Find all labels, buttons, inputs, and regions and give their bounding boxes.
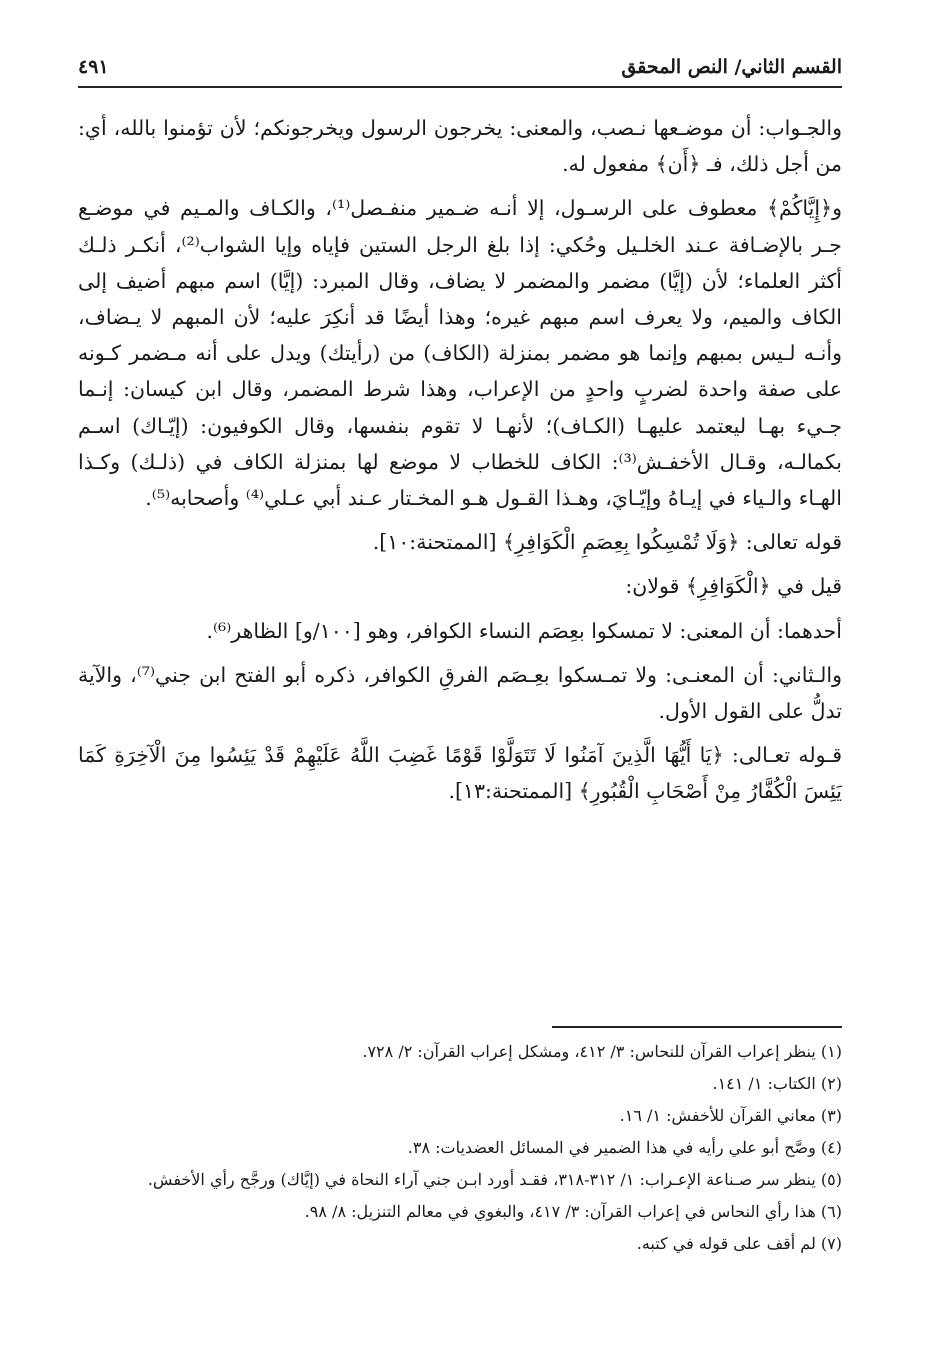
paragraph-iyyakum: و﴿إِيَّاكُمْ﴾ معطوف على الرسـول، إلا أنـه ضـمير منفـصل⁽¹⁾، والكـاف والمـيم في موضـع جـر بالإضـافة عـند الخلـيل وحُكي: إذا بلغ الرجل الستين فإياه وإيا الشواب⁽²⁾، أنكـر ذلـك أكثر العلماء؛ لأن (إيَّا) مضمر والمضمر لا يضاف، وقال المبرد: (إيَّا) اسم مبهم أضيف إلى الكاف والميم، ولا يعرف اسم مبهم غيره؛ وهذا أيضًا قد أنكِرَ عليه؛ لأن المبهم لا يـضاف، وأنـه لـيس بمبهم وإنما هو مضمر بمنزلة (الكاف) من (رأيتك) ويدل على أنه مـضمر كـونه على صفة واحدة لضربٍ واحدٍ من الإعراب، وهذا شرط المضمر، وقال ابن كيسان: إنـما جـيء بهـا ليعتمد عليهـا (الكـاف)؛ لأنهـا لا تقوم بنفسها، وقال الكوفيون: (إيّـاك) اسـم بكمالـه، وقـال الأخفـش⁽³⁾: الكاف للخطاب لا موضع لها بمنزلة الكاف في (ذلـك) وكـذا الهـاء والـياء في إيـاهُ وإيّـايَ، وهـذا القـول هـو المخـتار عـند أبي عـلي⁽⁴⁾ وأصحابه⁽⁵⁾. — [78, 196, 842, 511]
book-page — [78, 48, 842, 1338]
page-header — [78, 48, 842, 88]
footnote-5: (٥) ينظر سر صـناعة الإعـراب: ١/ ٣١٢-٣١٨، فقـد أورد ابـن جني آراء النحاة في (إيَّاك) ورجَّح رأي الأخفش. — [147, 1170, 842, 1189]
footnote-2: (٢) الكتاب: ١/ ١٤١. — [712, 1074, 842, 1093]
paragraph-first-opinion: أحدهما: أن المعنى: لا تمسكوا بعِصَم النساء الكوافر، وهو [١٠٠/و] الظاهر⁽⁶⁾. — [206, 618, 842, 643]
paragraph-answer: والجـواب: أن موضـعها نـصب، والمعنى: يخرجون الرسول ويخرجونكم؛ لأن تؤمنوا بالله، أي: من أجل ذلك، فـ ﴿أَن﴾ مفعول له. — [78, 116, 842, 177]
footnote-6: (٦) هذا رأي النحاس في إعراب القرآن: ٣/ ٤١٧، والبغوي في معالم التنزيل: ٨/ ٩٨. — [304, 1202, 842, 1221]
footnote-4: (٤) وصَّح أبو علي رأيه في هذا الضمير في المسائل العضديات: ٣٨. — [407, 1138, 842, 1157]
paragraph-verse-13: قـوله تعـالى: ﴿يَا أَيُّهَا الَّذِينَ آمَنُوا لَا تَتَوَلَّوْا قَوْمًا غَضِبَ اللَّهُ عَلَيْهِمْ قَدْ يَئِسُوا مِنَ الْآخِرَةِ كَمَا يَئِسَ الْكُفَّارُ مِنْ أَصْحَابِ الْقُبُورِ﴾ [الممتحنة:١٣]. — [78, 743, 842, 804]
footnote-1: (١) ينظر إعراب القرآن للنحاس: ٣/ ٤١٢، ومشكل إعراب القرآن: ٢/ ٧٢٨. — [362, 1042, 842, 1061]
footnote-7: (٧) لم أقف على قوله في كتبه. — [636, 1234, 842, 1253]
footnote-3: (٣) معاني القرآن للأخفش: ١/ ١٦. — [619, 1106, 842, 1125]
paragraph-second-opinion: والـثاني: أن المعنـى: ولا تمـسكوا بعِـصَم الفرقِ الكوافر، ذكره أبو الفتح ابن جني⁽⁷⁾، والآية تدلُّ على القول الأول. — [78, 662, 842, 724]
footnote-separator — [552, 1026, 842, 1028]
page-number: ٤٩١ — [78, 56, 109, 78]
paragraph-verse-kawafir: قوله تعالى: ﴿وَلَا تُمْسِكُوا بِعِصَمِ الْكَوَافِرِ﴾ [الممتحنة:١٠]. — [372, 530, 842, 555]
running-head: القسم الثاني/ النص المحقق — [621, 56, 842, 78]
paragraph-two-opinions: قيل في ﴿الْكَوَافِرِ﴾ قولان: — [625, 574, 842, 599]
main-text — [78, 110, 842, 818]
footnotes — [78, 1038, 842, 1262]
